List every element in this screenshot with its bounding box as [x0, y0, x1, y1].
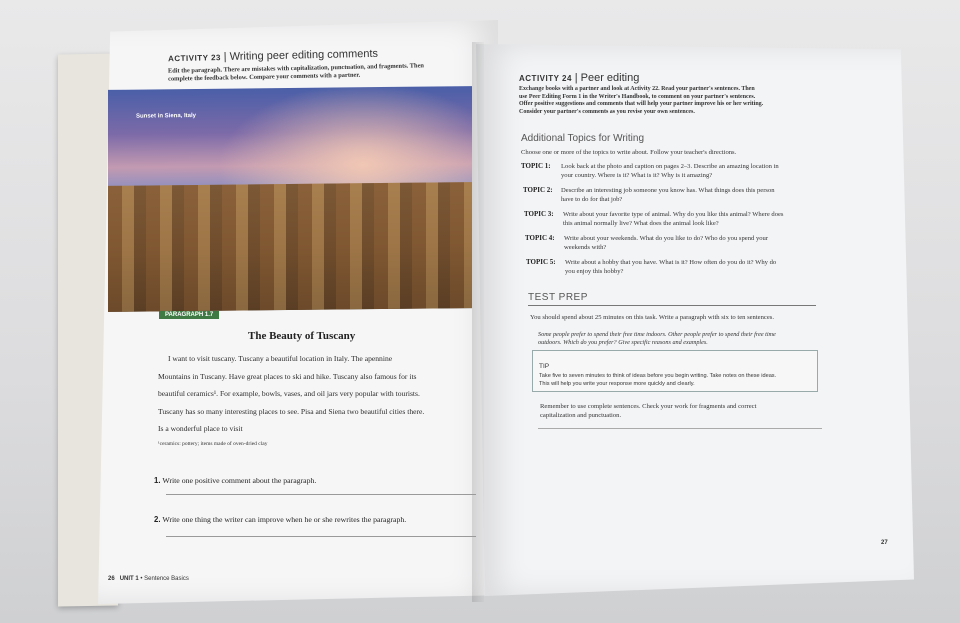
topic-item [521, 162, 821, 186]
prompt-line: outdoors. Which do you prefer? Give specific reasons and examples. [538, 339, 708, 346]
footnote: ¹ceramics: pottery; items made of oven-dried clay [158, 441, 268, 447]
paragraph-line: I want to visit tuscany. Tuscany a beautiful location in Italy. The apennine [168, 354, 393, 363]
topic-item [521, 258, 821, 282]
reminder-text [540, 402, 756, 420]
topic-line: this animal normally live? What does the animal look like? [563, 220, 719, 227]
paragraph-line: beautiful ceramics¹. For example, bowls, vases, and oil jars very popular with tourists. [158, 389, 420, 398]
photo-caption: Sunset in Siena, Italy [136, 112, 197, 120]
tip-text [539, 373, 776, 388]
answer-line-1[interactable] [166, 494, 476, 495]
footer-unit: UNIT 1 [119, 576, 139, 582]
test-prep-heading: TEST PREP [528, 292, 588, 303]
question-text: Write one thing the writer can improve when he or she rewrites the paragraph. [162, 515, 407, 524]
question-2 [154, 515, 406, 524]
activity-number: ACTIVITY 23 [167, 53, 222, 64]
topic-list [521, 162, 821, 282]
topic-line: Look back at the photo and caption on pages 2–3. Describe an amazing location in [561, 163, 779, 170]
reminder-line: Remember to use complete sentences. Check your work for fragments and correct [540, 403, 757, 410]
test-prep-intro: You should spend about 25 minutes on this task. Write a paragraph with six to ten sentences. [530, 314, 774, 321]
topic-label: TOPIC 3: [524, 210, 554, 218]
instruction-line: Consider your partner's comments as you revise your own sentences. [519, 108, 695, 115]
answer-line-2[interactable] [166, 536, 476, 537]
tip-line: This will help you write your response more quickly and clearly. [539, 380, 695, 387]
topic-line: have to do for that job? [561, 196, 623, 203]
paragraph-badge: PARAGRAPH 1.7 [159, 311, 219, 319]
topic-label: TOPIC 2: [523, 186, 553, 194]
page-number: 26 [108, 576, 115, 582]
writing-prompt [538, 331, 776, 347]
page-number: 27 [881, 540, 888, 546]
instruction-line: Edit the paragraph. There are mistakes with capitalization, punctuation, and fragments. Then [167, 62, 425, 75]
reminder-line: capitalization and punctuation. [540, 412, 622, 419]
instruction-line: Offer positive suggestions and comments that will help your partner improve his or her writing. [519, 101, 764, 108]
topic-line: your country. Where is it? What is it? Why is it amazing? [561, 172, 713, 179]
town-rooftops [108, 182, 472, 312]
instruction-line: use Peer Editing Form 1 in the Writer's Handbook, to comment on your partner's sentences. [519, 93, 756, 100]
topic-line: you enjoy this hobby? [565, 268, 624, 275]
additional-topics-heading: Additional Topics for Writing [521, 133, 645, 144]
topic-line: Write about a hobby that you have. What is it? How often do you do it? Why do [565, 259, 777, 266]
question-text: Write one positive comment about the paragraph. [162, 476, 317, 485]
tip-heading: TIP [539, 363, 550, 370]
question-1 [154, 476, 316, 485]
topic-line: Describe an interesting job someone you know has. What things does this person [561, 187, 775, 194]
footer-section: • Sentence Basics [140, 576, 189, 582]
tip-line: Take five to seven minutes to think of ideas before you begin writing. Take notes on these ideas. [539, 373, 777, 379]
left-footer [108, 576, 189, 582]
topic-label: TOPIC 1: [521, 162, 551, 170]
additional-topics-intro: Choose one or more of the topics to write about. Follow your teacher's directions. [521, 149, 737, 156]
paragraph-line: Is a wonderful place to visit [158, 424, 243, 433]
siena-sunset-photo [108, 86, 472, 312]
topic-line: Write about your favorite type of animal. Why do you like this animal? Where does [563, 211, 784, 218]
question-number: 2. [154, 515, 161, 524]
topic-line: Write about your weekends. What do you like to do? Who do you spend your [564, 235, 769, 242]
prompt-line: Some people prefer to spend their free time indoors. Other people prefer to spend their free time [538, 331, 776, 338]
reminder-rule [538, 428, 822, 429]
instruction-line: Exchange books with a partner and look at Activity 22. Read your partner's sentences. Then [519, 86, 755, 92]
question-number: 1. [154, 476, 161, 485]
activity-24-instructions [519, 86, 763, 116]
topic-item [521, 210, 821, 234]
paragraph-title: The Beauty of Tuscany [248, 330, 356, 342]
tip-box [532, 350, 818, 392]
book-gutter [472, 42, 484, 602]
instruction-line: complete the feedback below. Compare your comments with a partner. [168, 71, 361, 83]
topic-item [521, 186, 821, 210]
topic-item [521, 234, 821, 258]
test-prep-rule [528, 305, 816, 306]
paragraph-line: Tuscany has so many interesting places to see. Pisa and Siena two beautiful cities there. [158, 407, 425, 416]
paragraph-line: Mountains in Tuscany. Have great places to ski and hike. Tuscany also famous for its [158, 372, 417, 381]
activity-24-header [519, 72, 639, 84]
topic-line: weekends with? [564, 244, 607, 251]
topic-label: TOPIC 5: [526, 258, 556, 266]
topic-label: TOPIC 4: [525, 234, 555, 242]
activity-number: ACTIVITY 24 [519, 74, 572, 83]
activity-title: | Writing peer editing comments [223, 47, 379, 64]
activity-title: | Peer editing [574, 72, 640, 84]
